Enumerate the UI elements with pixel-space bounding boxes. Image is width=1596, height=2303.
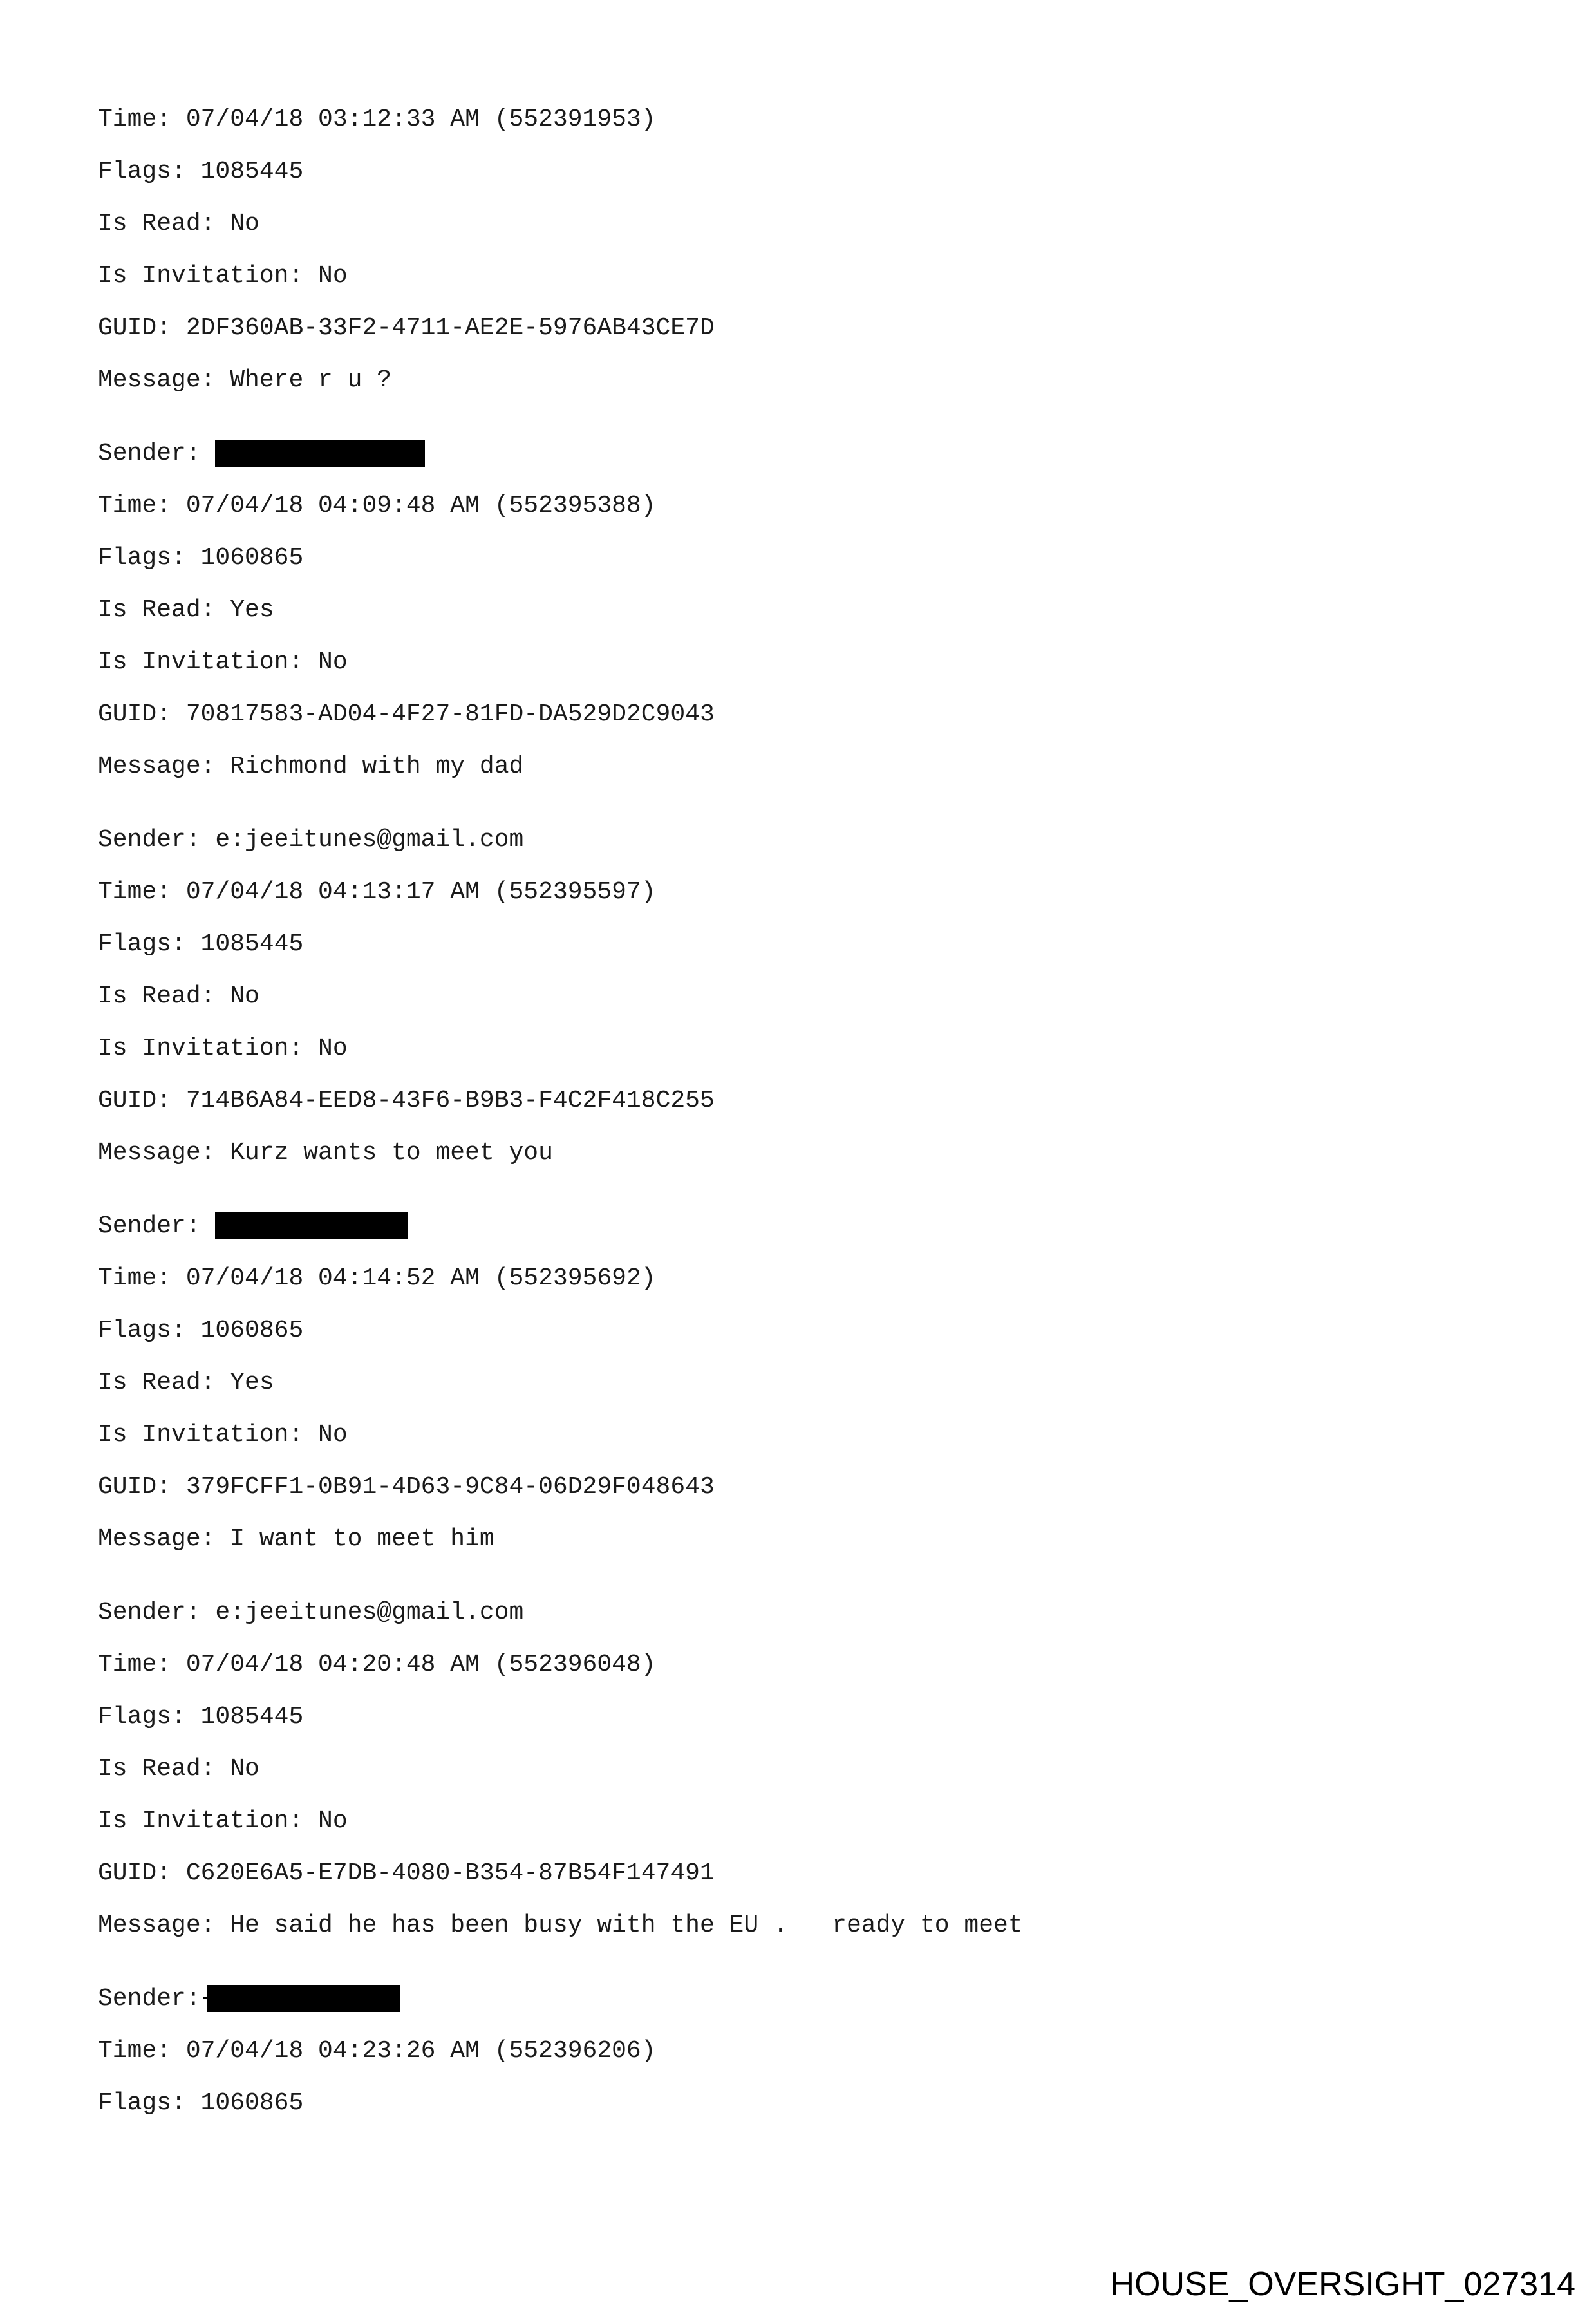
time-line: Time: 07/04/18 04:13:17 AM (552395597) <box>98 878 656 906</box>
is-invitation-line: Is Invitation: No <box>98 1421 348 1449</box>
flags-line: Flags: 1085445 <box>98 1703 304 1731</box>
guid-line: GUID: 70817583-AD04-4F27-81FD-DA529D2C9043 <box>98 700 715 728</box>
flags-line: Flags: 1060865 <box>98 544 304 572</box>
is-read-line: Is Read: No <box>98 210 259 238</box>
message-record <box>98 437 1514 802</box>
redaction-box <box>207 1985 400 2012</box>
message-line: Message: He said he has been busy with the EU . ready to meet <box>98 1912 1023 1939</box>
is-invitation-line: Is Invitation: No <box>98 1807 348 1835</box>
sender-label: Sender: <box>98 1985 201 2013</box>
message-record <box>98 823 1514 1189</box>
message-line: Message: Kurz wants to meet you <box>98 1139 553 1167</box>
sender-line <box>98 1982 1514 2035</box>
message-record <box>98 1982 1514 2139</box>
is-read-line: Is Read: No <box>98 1755 259 1783</box>
flags-line: Flags: 1060865 <box>98 1317 304 1344</box>
message-line: Message: I want to meet him <box>98 1525 494 1553</box>
guid-line: GUID: 714B6A84-EED8-43F6-B9B3-F4C2F418C255 <box>98 1087 715 1114</box>
is-read-line: Is Read: Yes <box>98 1369 274 1396</box>
flags-line: Flags: 1085445 <box>98 158 304 185</box>
message-log <box>98 103 1514 2139</box>
time-line: Time: 07/04/18 04:23:26 AM (552396206) <box>98 2037 656 2065</box>
flags-line: Flags: 1060865 <box>98 2089 304 2117</box>
sender-line: Sender: e:jeeitunes@gmail.com <box>98 826 524 854</box>
message-line: Message: Where r u ? <box>98 366 392 394</box>
redaction-box <box>215 1212 408 1239</box>
time-line: Time: 07/04/18 04:14:52 AM (552395692) <box>98 1264 656 1292</box>
time-line: Time: 07/04/18 03:12:33 AM (552391953) <box>98 106 656 133</box>
sender-line <box>98 1210 1514 1262</box>
flags-line: Flags: 1085445 <box>98 930 304 958</box>
time-line: Time: 07/04/18 04:09:48 AM (552395388) <box>98 492 656 520</box>
is-invitation-line: Is Invitation: No <box>98 1035 348 1062</box>
message-line: Message: Richmond with my dad <box>98 753 524 780</box>
is-read-line: Is Read: Yes <box>98 596 274 624</box>
message-record <box>98 1210 1514 1575</box>
is-invitation-line: Is Invitation: No <box>98 262 348 290</box>
sender-label: Sender: <box>98 440 201 467</box>
guid-line: GUID: C620E6A5-E7DB-4080-B354-87B54F147491 <box>98 1859 715 1887</box>
is-read-line: Is Read: No <box>98 982 259 1010</box>
time-line: Time: 07/04/18 04:20:48 AM (552396048) <box>98 1651 656 1678</box>
sender-label: Sender: <box>98 1212 201 1240</box>
is-invitation-line: Is Invitation: No <box>98 648 348 676</box>
sender-line: Sender: e:jeeitunes@gmail.com <box>98 1599 524 1626</box>
message-record <box>98 103 1514 416</box>
guid-line: GUID: 2DF360AB-33F2-4711-AE2E-5976AB43CE7D <box>98 314 715 342</box>
redaction-box <box>215 440 425 467</box>
message-record <box>98 1596 1514 1961</box>
bates-number: HOUSE_OVERSIGHT_027314 <box>1110 2266 1575 2303</box>
guid-line: GUID: 379FCFF1-0B91-4D63-9C84-06D29F048643 <box>98 1473 715 1501</box>
sender-line <box>98 437 1514 489</box>
